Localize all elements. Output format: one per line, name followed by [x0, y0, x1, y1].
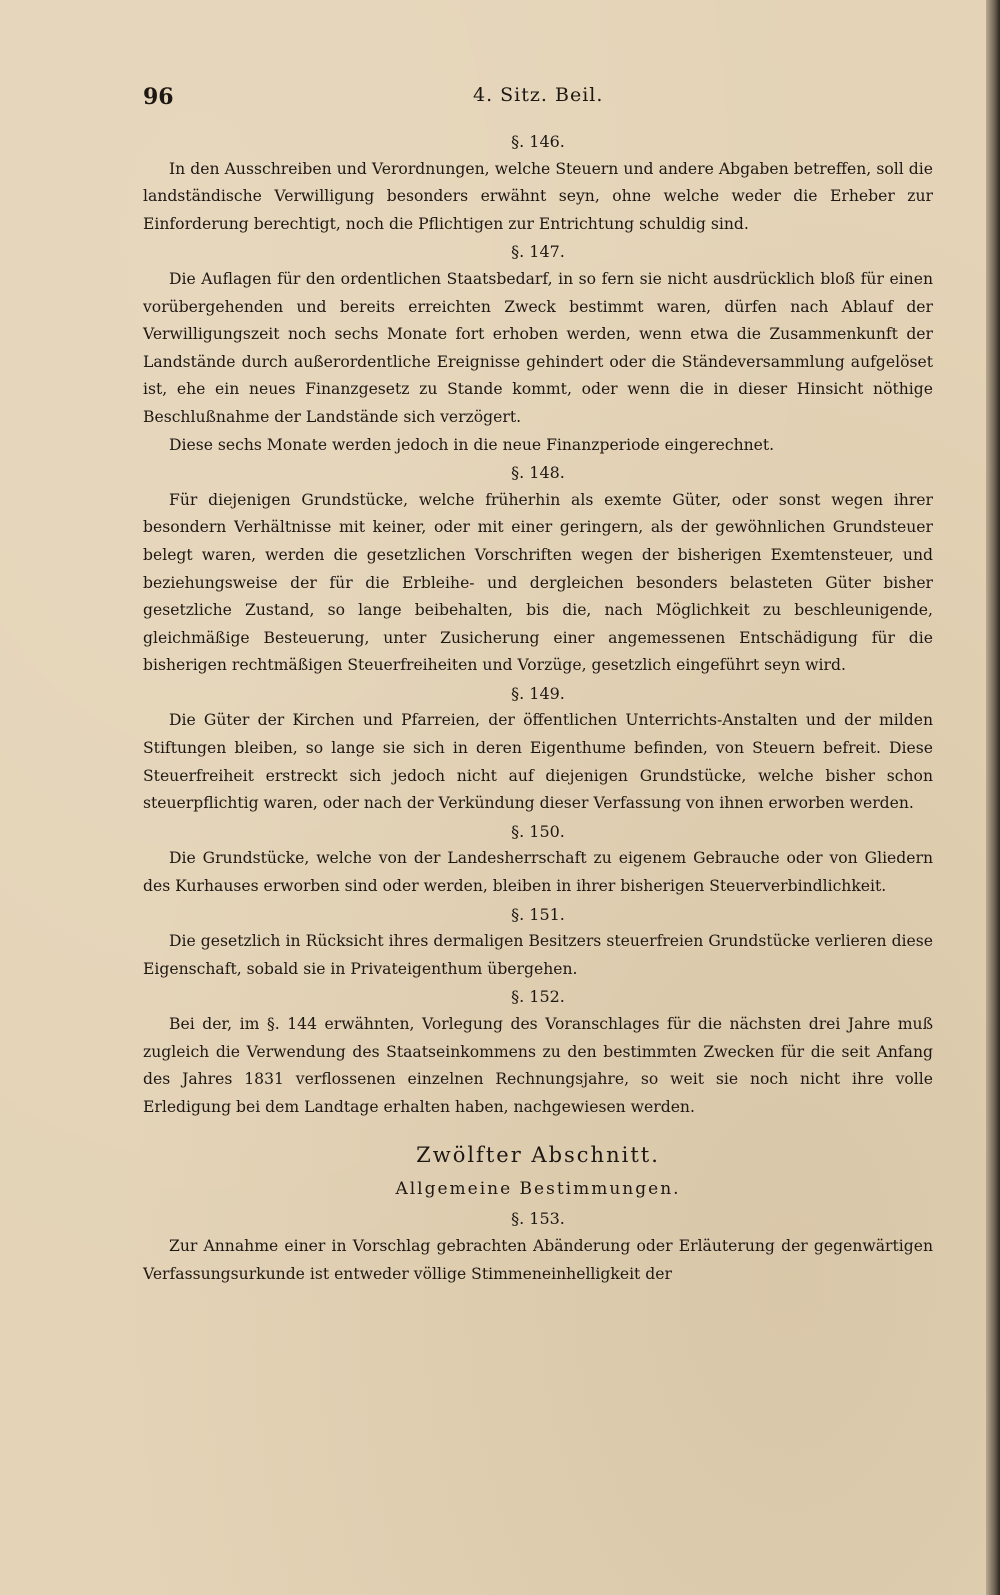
section-heading: §. 147.	[511, 242, 565, 262]
section-paragraph: Zur Annahme einer in Vorschlag gebrachten Abänderung oder Erläuterung der gegenwärtigen Verfassungsurkunde ist entweder völlige Stimmeneinhelligkeit der	[143, 1236, 933, 1283]
page-edge	[986, 0, 1000, 1595]
section-heading: §. 150.	[511, 821, 565, 841]
section-paragraph: Für diejenigen Grundstücke, welche früherhin als exemte Güter, oder sonst wegen ihrer besondern Verhältnisse mit keiner, oder mit einer geringern, als der gewöhnlichen Grundsteuer belegt waren, werden die gesetzlichen Vorschriften wegen der bisherigen Exemtensteuer, und beziehungsweise der für die Erbleihe- und dergleichen besonders belasteten Güter bisher gesetzliche Zustand, so lange beibehalten, bis die, nach Möglichkeit zu beschleunigende, gleichmäßige Besteuerung, unter Zusicherung einer angemessenen Entschädigung für die bisherigen rechtmäßigen Steuerfreiheiten und Vorzüge, gesetzlich eingeführt seyn wird.	[143, 490, 933, 675]
page-header	[143, 84, 933, 118]
section-heading: §. 148.	[511, 463, 565, 483]
page-body	[143, 128, 933, 1288]
section-paragraph: Diese sechs Monate werden jedoch in die neue Finanzperiode eingerechnet.	[169, 435, 775, 454]
running-head: 4. Sitz. Beil.	[473, 84, 604, 106]
section-paragraph: Die Güter der Kirchen und Pfarreien, der öffentlichen Unterrichts-Anstalten und der milden Stiftungen bleiben, so lange sie sich in deren Eigenthume befinden, von Steuern befreit. Diese Steuerfreiheit erstreckt sich jedoch nicht auf diejenigen Grundstücke, welche bisher schon steuerpflichtig waren, oder nach der Verkündung dieser Verfassung von ihnen erworben werden.	[143, 711, 933, 813]
section-heading: §. 149.	[511, 683, 565, 703]
section-paragraph: Die Grundstücke, welche von der Landesherrschaft zu eigenem Gebrauche oder von Gliedern des Kurhauses erworben sind oder werden, bleiben in ihrer bisherigen Steuerverbindlichkeit.	[143, 849, 933, 896]
section-paragraph: Die Auflagen für den ordentlichen Staatsbedarf, in so fern sie nicht ausdrücklich bloß für einen vorübergehenden und bereits erreichten Zweck bestimmt waren, dürfen nach Ablauf der Verwilligungszeit noch sechs Monate fort erhoben werden, wenn etwa die Zusammenkunft der Landstände durch außerordentliche Ereignisse gehindert oder die Ständeversammlung aufgelöset ist, ehe ein neues Finanzgesetz zu Stande kommt, oder wenn die in dieser Hinsicht nöthige Beschlußnahme der Landstände sich verzögert.	[143, 269, 933, 426]
section-paragraph: Die gesetzlich in Rücksicht ihres dermaligen Besitzers steuerfreien Grundstücke verlieren diese Eigenschaft, sobald sie in Privateigenthum übergehen.	[143, 932, 933, 978]
chapter-subtitle: Allgemeine Bestimmungen.	[395, 1179, 681, 1200]
section-paragraph: In den Ausschreiben und Verordnungen, welche Steuern und andere Abgaben betreffen, soll die landständische Verwilligung besonders erwähnt seyn, ohne welche weder die Erheber zur Einforderung berechtigt, noch die Pflichtigen zur Entrichtung schuldig sind.	[143, 159, 933, 233]
section-paragraph: Bei der, im §. 144 erwähnten, Vorlegung des Voranschlages für die nächsten drei Jahre muß zugleich die Verwendung des Staatseinkommens zu den bestimmten Zwecken für die seit Anfang des Jahres 1831 verflossenen einzelnen Rechnungsjahre, so weit sie noch nicht ihre volle Erledigung bei dem Landtage erhalten haben, nachgewiesen werden.	[143, 1015, 933, 1116]
section-heading: §. 151.	[511, 904, 565, 924]
section-heading: §. 153.	[511, 1209, 565, 1229]
section-heading: §. 146.	[511, 132, 565, 151]
section-heading: §. 152.	[511, 987, 565, 1007]
page-number: 96	[143, 84, 174, 110]
chapter-title: Zwölfter Abschnitt.	[416, 1143, 660, 1168]
